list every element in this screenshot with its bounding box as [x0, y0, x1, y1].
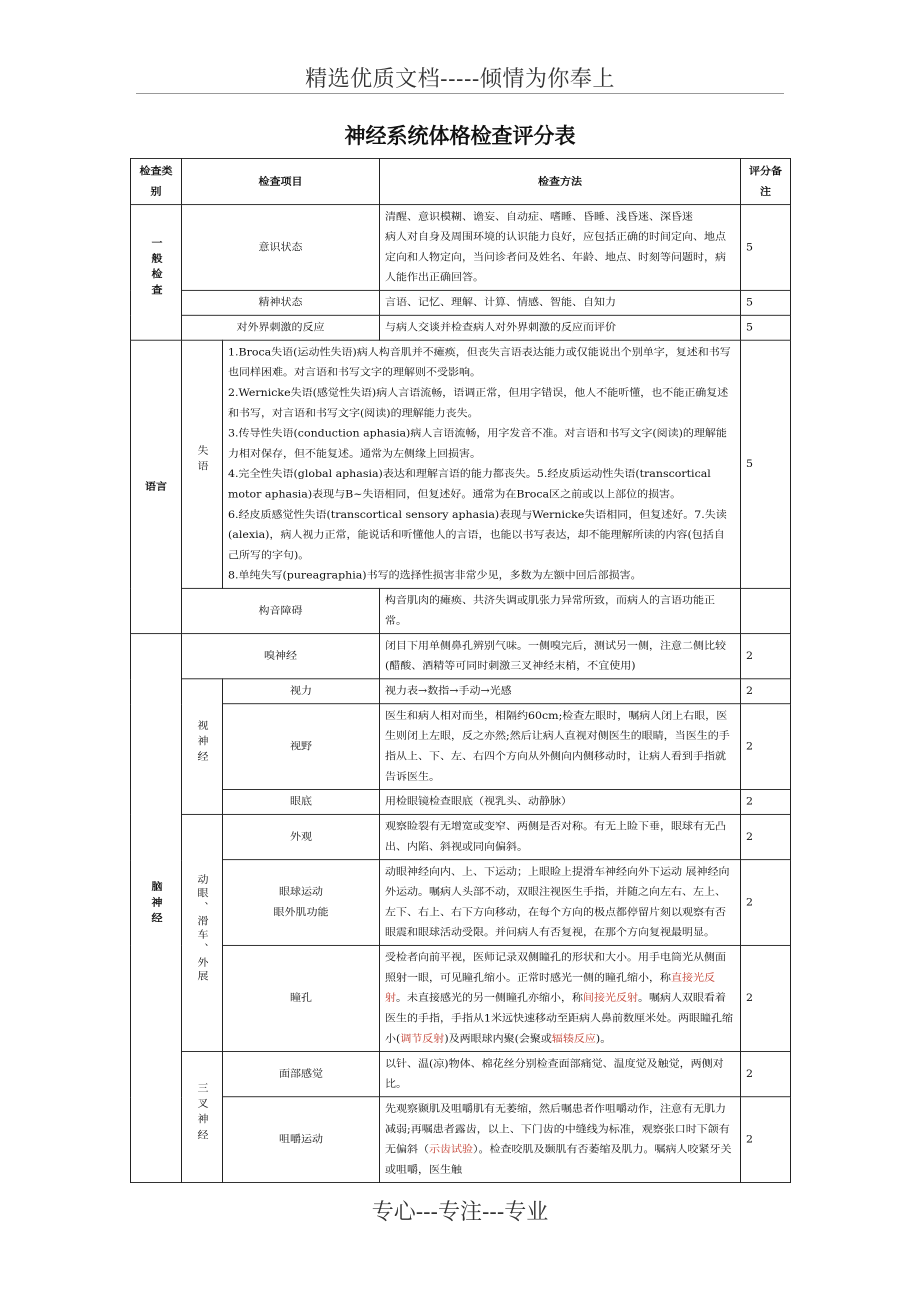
method-eye-movement: 动眼神经向内、上、下运动；上眼睑上提滑车神经向外下运动 展神经向外运动。嘱病人头部不动，双眼注视医生手指，并随之向左右、左上、左下、右上、右下方向移动，在每个方向的极点都停留片刻以观察有否眼震和眼球活动受限。并问病人有否复视，在那个方向复视最明显。 — [380, 860, 741, 946]
item-fundus: 眼底 — [223, 790, 380, 815]
item-chewing: 咀嚼运动 — [223, 1097, 380, 1183]
category-general: 一般检查 — [131, 205, 182, 341]
sub-optic: 视神经 — [182, 679, 223, 815]
method-appearance: 观察睑裂有无增宽或变窄、两侧是否对称。有无上睑下垂，眼球有无凸出、内陷、斜视或同向偏斜。 — [380, 814, 741, 859]
table-row — [131, 205, 791, 291]
method-visual-field: 医生和病人相对而坐，相隔约60cm;检查左眼时，嘱病人闭上右眼，医生则闭上左眼，反之亦然;然后让病人直视对侧医生的眼睛，当医生的手指从上、下、左、右四个方向从外侧向内侧移动时，让病人看到手指就告诉医生。 — [380, 704, 741, 790]
method-dysarthria: 构音肌肉的瘫痪、共济失调或肌张力异常所致，而病人的言语功能正常。 — [380, 588, 741, 633]
header-divider — [136, 93, 784, 94]
method-face-sensation: 以针、温(凉)物体、棉花丝分别检查面部痛觉、温度觉及触觉，两侧对比。 — [380, 1052, 741, 1097]
score-dysarthria — [741, 588, 791, 633]
score-table — [130, 158, 791, 1183]
method-chewing: 先观察颞肌及咀嚼肌有无萎缩，然后嘱患者作咀嚼动作，注意有无肌力减弱;再嘱患者露齿，以上、下门齿的中缝线为标准，观察张口时下颌有无偏斜（示齿试验）。检查咬肌及颞肌有否萎缩及肌力。嘱病人咬紧牙关或咀嚼，医生触 — [380, 1097, 741, 1183]
item-stimulus: 对外界刺激的反应 — [182, 315, 380, 340]
page-header: 精选优质文档-----倾情为你奉上 — [305, 67, 615, 92]
score-mental: 5 — [741, 290, 791, 315]
item-dysarthria: 构音障碍 — [182, 588, 380, 633]
item-mental: 精神状态 — [182, 290, 380, 315]
table-row — [131, 340, 791, 588]
sub-trigeminal: 三叉神经 — [182, 1052, 223, 1183]
table-row — [131, 814, 791, 859]
item-consciousness: 意识状态 — [182, 205, 380, 291]
table-row — [131, 588, 791, 633]
score-consciousness: 5 — [741, 205, 791, 291]
table-row — [131, 945, 791, 1051]
table-row — [131, 290, 791, 315]
item-appearance: 外观 — [223, 814, 380, 859]
sub-oculomotor: 动眼、滑车、外展 — [182, 814, 223, 1051]
item-acuity: 视力 — [223, 679, 380, 704]
page-title: 神经系统体格检查评分表 — [344, 124, 576, 148]
method-pupil: 受检者向前平视，医师记录双侧瞳孔的形状和大小。用手电筒光从侧面照射一眼，可见瞳孔缩小。正常时感光一侧的瞳孔缩小，称直接光反射。未直接感光的另一侧瞳孔亦缩小，称间接光反射。嘱病人双眼看着医生的手指，手指从1米远快速移动至距病人鼻前数厘米处。两眼瞳孔缩小(调节反射)及两眼球内聚(会聚或辐辏反应)。 — [380, 945, 741, 1051]
method-aphasia: 1.Broca失语(运动性失语)病人构音肌并不瘫痪，但丧失言语表达能力或仅能说出个别单字，复述和书写也同样困难。对言语和书写文字的理解则不受影响。 2.Wernicke失语(感觉性失语)病人言语流畅，语调正常，但用字错误，他人不能听懂，也不能正确复述和书写，对言语和书写文字(阅读)的理解能力丧失。 3.传导性失语(conduction aphasia)病人言语流畅，用字发音不准。对言语和书写文字(阅读)的理解能力相对保存，但不能复述。通常为左侧缘上回损害。 4.完全性失语(global aphasia)表达和理解言语的能力都丧失。5.经皮质运动性失语(transcortical motor aphasia)表现与B~失语相同，但复述好。通常为在Broca区之前或以上部位的损害。 6.经皮质感觉性失语(transcortical sensory aphasia)表现与Wernicke失语相同，但复述好。7.失读(alexia)，病人视力正常，能说话和听懂他人的言语，也能以书写表达，却不能理解所读的内容(包括自己所写的字句)。 8.单纯失写(pureagraphia)书写的选择性损害非常少见，多数为左额中回后部损害。 — [223, 340, 741, 588]
score-chewing: 2 — [741, 1097, 791, 1183]
table-row — [131, 1052, 791, 1097]
score-pupil: 2 — [741, 945, 791, 1051]
score-face-sensation: 2 — [741, 1052, 791, 1097]
page-footer: 专心---专注---专业 — [371, 1200, 549, 1225]
header-score: 评分备注 — [741, 158, 791, 204]
score-stimulus: 5 — [741, 315, 791, 340]
item-olfactory: 嗅神经 — [182, 634, 380, 679]
method-fundus: 用检眼镜检查眼底（视乳头、动静脉） — [380, 790, 741, 815]
item-pupil: 瞳孔 — [223, 945, 380, 1051]
header-method: 检查方法 — [380, 158, 741, 204]
sub-aphasia: 失语 — [182, 340, 223, 588]
category-cranial: 脑神经 — [131, 634, 182, 1183]
method-olfactory: 闭目下用单侧鼻孔辨别气味。一侧嗅完后，测试另一侧，注意二侧比较(醋酸、酒精等可同时刺激三叉神经末梢，不宜使用) — [380, 634, 741, 679]
table-header-row — [131, 158, 791, 204]
item-face-sensation: 面部感觉 — [223, 1052, 380, 1097]
score-eye-movement: 2 — [741, 860, 791, 946]
score-appearance: 2 — [741, 814, 791, 859]
method-acuity: 视力表→数指→手动→光感 — [380, 679, 741, 704]
method-consciousness: 清醒、意识模糊、谵妄、自动症、嗜睡、昏睡、浅昏迷、深昏迷 病人对自身及周围环境的认识能力良好，应包括正确的时间定向、地点定向和人物定向，当问诊者问及姓名、年龄、地点、时刻等问题时，病人能作出正确回答。 — [380, 205, 741, 291]
method-mental: 言语、记忆、理解、计算、情感、智能、自知力 — [380, 290, 741, 315]
score-acuity: 2 — [741, 679, 791, 704]
header-category: 检查类别 — [131, 158, 182, 204]
table-row — [131, 860, 791, 946]
score-fundus: 2 — [741, 790, 791, 815]
table-row — [131, 790, 791, 815]
item-eye-movement: 眼球运动 眼外肌功能 — [223, 860, 380, 946]
table-row — [131, 679, 791, 704]
table-row — [131, 315, 791, 340]
item-visual-field: 视野 — [223, 704, 380, 790]
method-stimulus: 与病人交谈并检查病人对外界刺激的反应而评价 — [380, 315, 741, 340]
table-row — [131, 1097, 791, 1183]
score-olfactory: 2 — [741, 634, 791, 679]
score-aphasia: 5 — [741, 340, 791, 588]
score-visual-field: 2 — [741, 704, 791, 790]
category-language: 语言 — [131, 340, 182, 633]
header-item: 检查项目 — [182, 158, 380, 204]
table-row — [131, 634, 791, 679]
table-row — [131, 704, 791, 790]
